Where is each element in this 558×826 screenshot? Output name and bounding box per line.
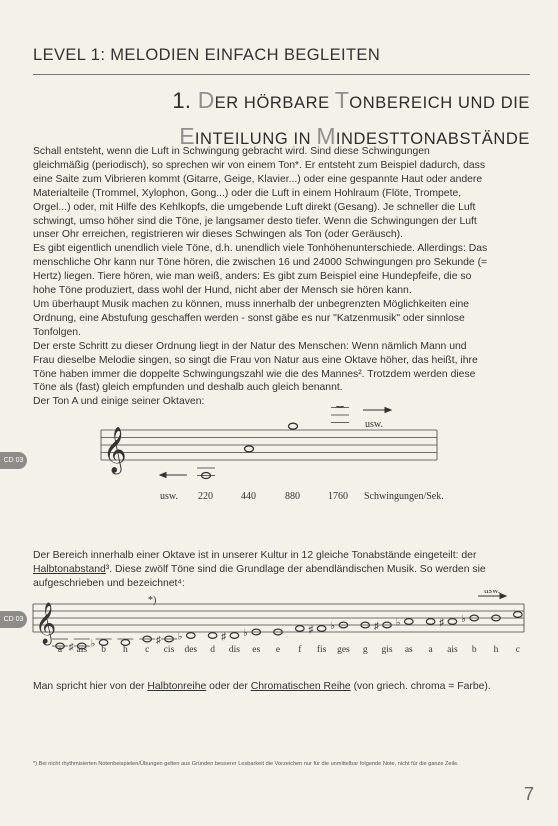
semitone-line-1: Der Bereich innerhalb einer Oktave ist in unserer Kultur in 12 gleiche Tonabstände eingeteilt: der	[33, 550, 477, 561]
note-name: f	[298, 645, 302, 655]
chromatic-staff	[0, 590, 558, 665]
whole-note	[405, 619, 414, 625]
body-line: Ordnung, eine Abstufung geschaffen werden - sonst gäbe es nur "Katzenmusik" oder sinnlose	[33, 312, 465, 324]
link-halbtonreihe[interactable]: Halbtonreihe	[147, 681, 207, 692]
link-chromatische-reihe[interactable]: Chromatischen Reihe	[250, 681, 351, 692]
sharp-icon: ♯	[308, 624, 314, 636]
freq-1760: 1760	[328, 491, 348, 502]
note-name: e	[275, 645, 281, 655]
flat-icon: ♭	[90, 638, 96, 650]
note-name: ais	[447, 645, 458, 655]
arrow-left-icon	[160, 473, 166, 478]
chapter-title-line-1	[40, 84, 530, 120]
chapter-title-part: ONBEREICH UND DIE	[349, 94, 530, 112]
body-line: Hertz) liegen. Tiere hören, wie man weiß, anders: Es gibt zum Beispiel eine Hundepfeife, die so	[33, 271, 472, 283]
body-line: Es gibt eigentlich unendlich viele Töne, d.h. unendlich viele Tonhöhenunterschiede. Allerdings: Das	[33, 243, 488, 255]
flat-icon: ♭	[395, 617, 401, 629]
note-name: ais	[76, 645, 88, 655]
note-name: des	[184, 645, 198, 655]
treble-clef-icon: 𝄞	[103, 427, 127, 472]
semitone-line-3: aufgeschrieben und bezeichnet⁴:	[33, 577, 185, 589]
closing-text-b: oder der	[206, 681, 251, 692]
body-line: schwingt, umso höher sind die Töne, je langsamer desto tiefer. Wenn die Schwingungen der Luft	[33, 215, 477, 227]
note-name: h	[493, 645, 499, 655]
sharp-icon: ♯	[439, 617, 445, 629]
chapter-title-part: T	[334, 87, 350, 113]
body-line: eine Saite zum Vibrieren kommt (Gitarre, Geige, Klavier...) oder eine gespannte Haut oder andere	[33, 173, 483, 185]
body-line: Materialteile (Trommel, Xylophon, Gong...) oder die Luft in einem Hohlraum (Flöte, Trompete,	[33, 187, 462, 199]
note-name: g	[362, 645, 368, 655]
note-a-880	[289, 423, 298, 429]
whole-note	[448, 619, 457, 625]
octave-notes	[197, 406, 349, 479]
chapter-title-part: D	[197, 87, 215, 113]
chapter-title-part: ER HÖRBARE	[214, 94, 335, 112]
body-line: hohe Töne produziert, dass wohl der Hund, nicht aber der Mensch sie hören kann.	[33, 285, 412, 297]
closing-text-a: Man spricht hier von der	[33, 681, 148, 692]
note-name: c	[145, 645, 150, 655]
chapter-title-part: E	[179, 123, 195, 149]
usw-right: usw.	[365, 419, 383, 430]
cd-track-tab-2: CD 03	[0, 611, 27, 628]
heading-rule	[33, 74, 530, 75]
note-name: a	[57, 645, 63, 655]
arrow-right-icon	[500, 594, 506, 599]
body-line: menschliche Ohr kann nur Töne hören, die zwischen 16 und 24000 Schwingungen pro Sekunde (=	[33, 257, 488, 269]
body-line: Um überhaupt Musik machen zu können, muss innerhalb der unbegrenzten Möglichkeiten eine	[33, 298, 470, 310]
freq-220: 220	[198, 491, 213, 502]
chapter-title-part: INTEILUNG IN	[194, 130, 317, 148]
body-line: Schall entsteht, wenn die Luft in Schwingung gebracht wird. Sind diese Schwingungen	[33, 146, 430, 157]
body-line: gleichmäßig (periodisch), so sprechen wir von einem Ton*. Er entsteht zum Beispiel dadurch, dass	[33, 159, 486, 171]
chapter-title-part: M	[316, 123, 336, 149]
intro-paragraphs	[33, 145, 525, 409]
note-name: ges	[337, 645, 350, 655]
body-line: Der Ton A und einige seiner Oktaven:	[33, 396, 205, 408]
footnote-mark: *)	[148, 595, 157, 606]
flat-icon: ♭	[461, 614, 466, 625]
whole-note	[296, 626, 305, 632]
body-line: Töne haben immer die doppelte Schwingungszahl wie die des Mannes². Trotzdem werden diese	[33, 368, 476, 380]
whole-note	[317, 626, 326, 632]
freq-880: 880	[285, 491, 300, 502]
chromatic-note-names	[58, 644, 520, 655]
note-name: d	[210, 645, 215, 655]
section-level-heading: LEVEL 1: MELODIEN EINFACH BEGLEITEN	[33, 46, 381, 64]
body-line: Töne als (fast) gleich empfunden und deshalb auch gleich benannt.	[33, 382, 343, 394]
flat-icon: ♭	[330, 621, 336, 632]
treble-clef-icon: 𝄞	[35, 603, 57, 643]
body-line: Der erste Schritt zu dieser Ordnung liegt in der Natur des Menschen: Wenn nämlich Mann und	[33, 340, 467, 352]
whole-note	[208, 633, 217, 639]
whole-note	[230, 633, 239, 639]
note-name: fis	[316, 645, 327, 655]
semitone-line-2	[33, 563, 525, 577]
octave-staff	[0, 406, 558, 521]
body-line: Orgel...) oder, mit Hilfe des Kehlkopfs, die umgebende Luft direkt (Gesang). Je schneller die Luft	[33, 201, 476, 213]
sharp-icon: ♯	[156, 635, 161, 646]
note-name: b	[471, 645, 477, 655]
body-line: Frau dieselbe Melodie singen, so singt die Frau von Natur aus eine Oktave höher, das heißt, ihre	[33, 354, 478, 366]
note-name: as	[404, 645, 413, 655]
footnote: *) Bei nicht rhythmisierten Notenbeispielen/Übungen gelten aus Gründen besserer Lesbarkeit die Vorzeichen nur für die unmittelbar folgende Note, nicht für die ganze Zeile.	[33, 761, 459, 767]
note-name: c	[515, 645, 520, 655]
note-a-1760	[336, 406, 345, 407]
note-name: gis	[381, 645, 393, 655]
flat-icon: ♭	[243, 628, 248, 639]
cd-track-tab: CD 03	[0, 452, 27, 469]
frequency-unit: Schwingungen/Sek.	[364, 491, 444, 502]
link-halbtonabstand[interactable]: Halbtonabstand	[33, 563, 106, 575]
chapter-title-part: INDESTTONABSTÄNDE	[335, 130, 530, 148]
sharp-icon: ♯	[374, 621, 379, 632]
whole-note	[514, 612, 523, 618]
freq-440: 440	[241, 491, 256, 502]
note-name: a	[428, 645, 433, 655]
sharp-icon: ♯	[221, 631, 227, 643]
note-name: es	[252, 645, 261, 655]
whole-note	[426, 619, 435, 625]
note-name: b	[101, 645, 106, 655]
usw-left: usw.	[160, 491, 178, 502]
note-name: cis	[163, 645, 175, 655]
semitone-line-2-text: ³. Diese zwölf Töne sind die Grundlage der abendländischen Musik. So werden sie	[105, 563, 486, 575]
note-name: h	[123, 645, 128, 655]
note-a-440	[245, 446, 254, 452]
whole-note	[187, 633, 196, 639]
semitone-paragraph	[33, 549, 525, 591]
sharp-icon: ♯	[68, 642, 74, 653]
body-line: Tonfolgen.	[33, 326, 81, 338]
closing-sentence	[33, 680, 525, 694]
body-line: unser Ohr erreichen, registrieren wir dieses Schwingen als Ton (oder Geräusch).	[33, 229, 403, 241]
flat-icon: ♭	[177, 631, 183, 643]
usw-chromatic: usw.	[484, 590, 501, 595]
chapter-title-part: 1.	[172, 88, 198, 113]
closing-text-c: (von griech. chroma = Farbe).	[350, 681, 491, 692]
page-number: 7	[523, 784, 534, 804]
note-name: dis	[228, 645, 240, 655]
arrow-right-icon	[385, 408, 391, 413]
